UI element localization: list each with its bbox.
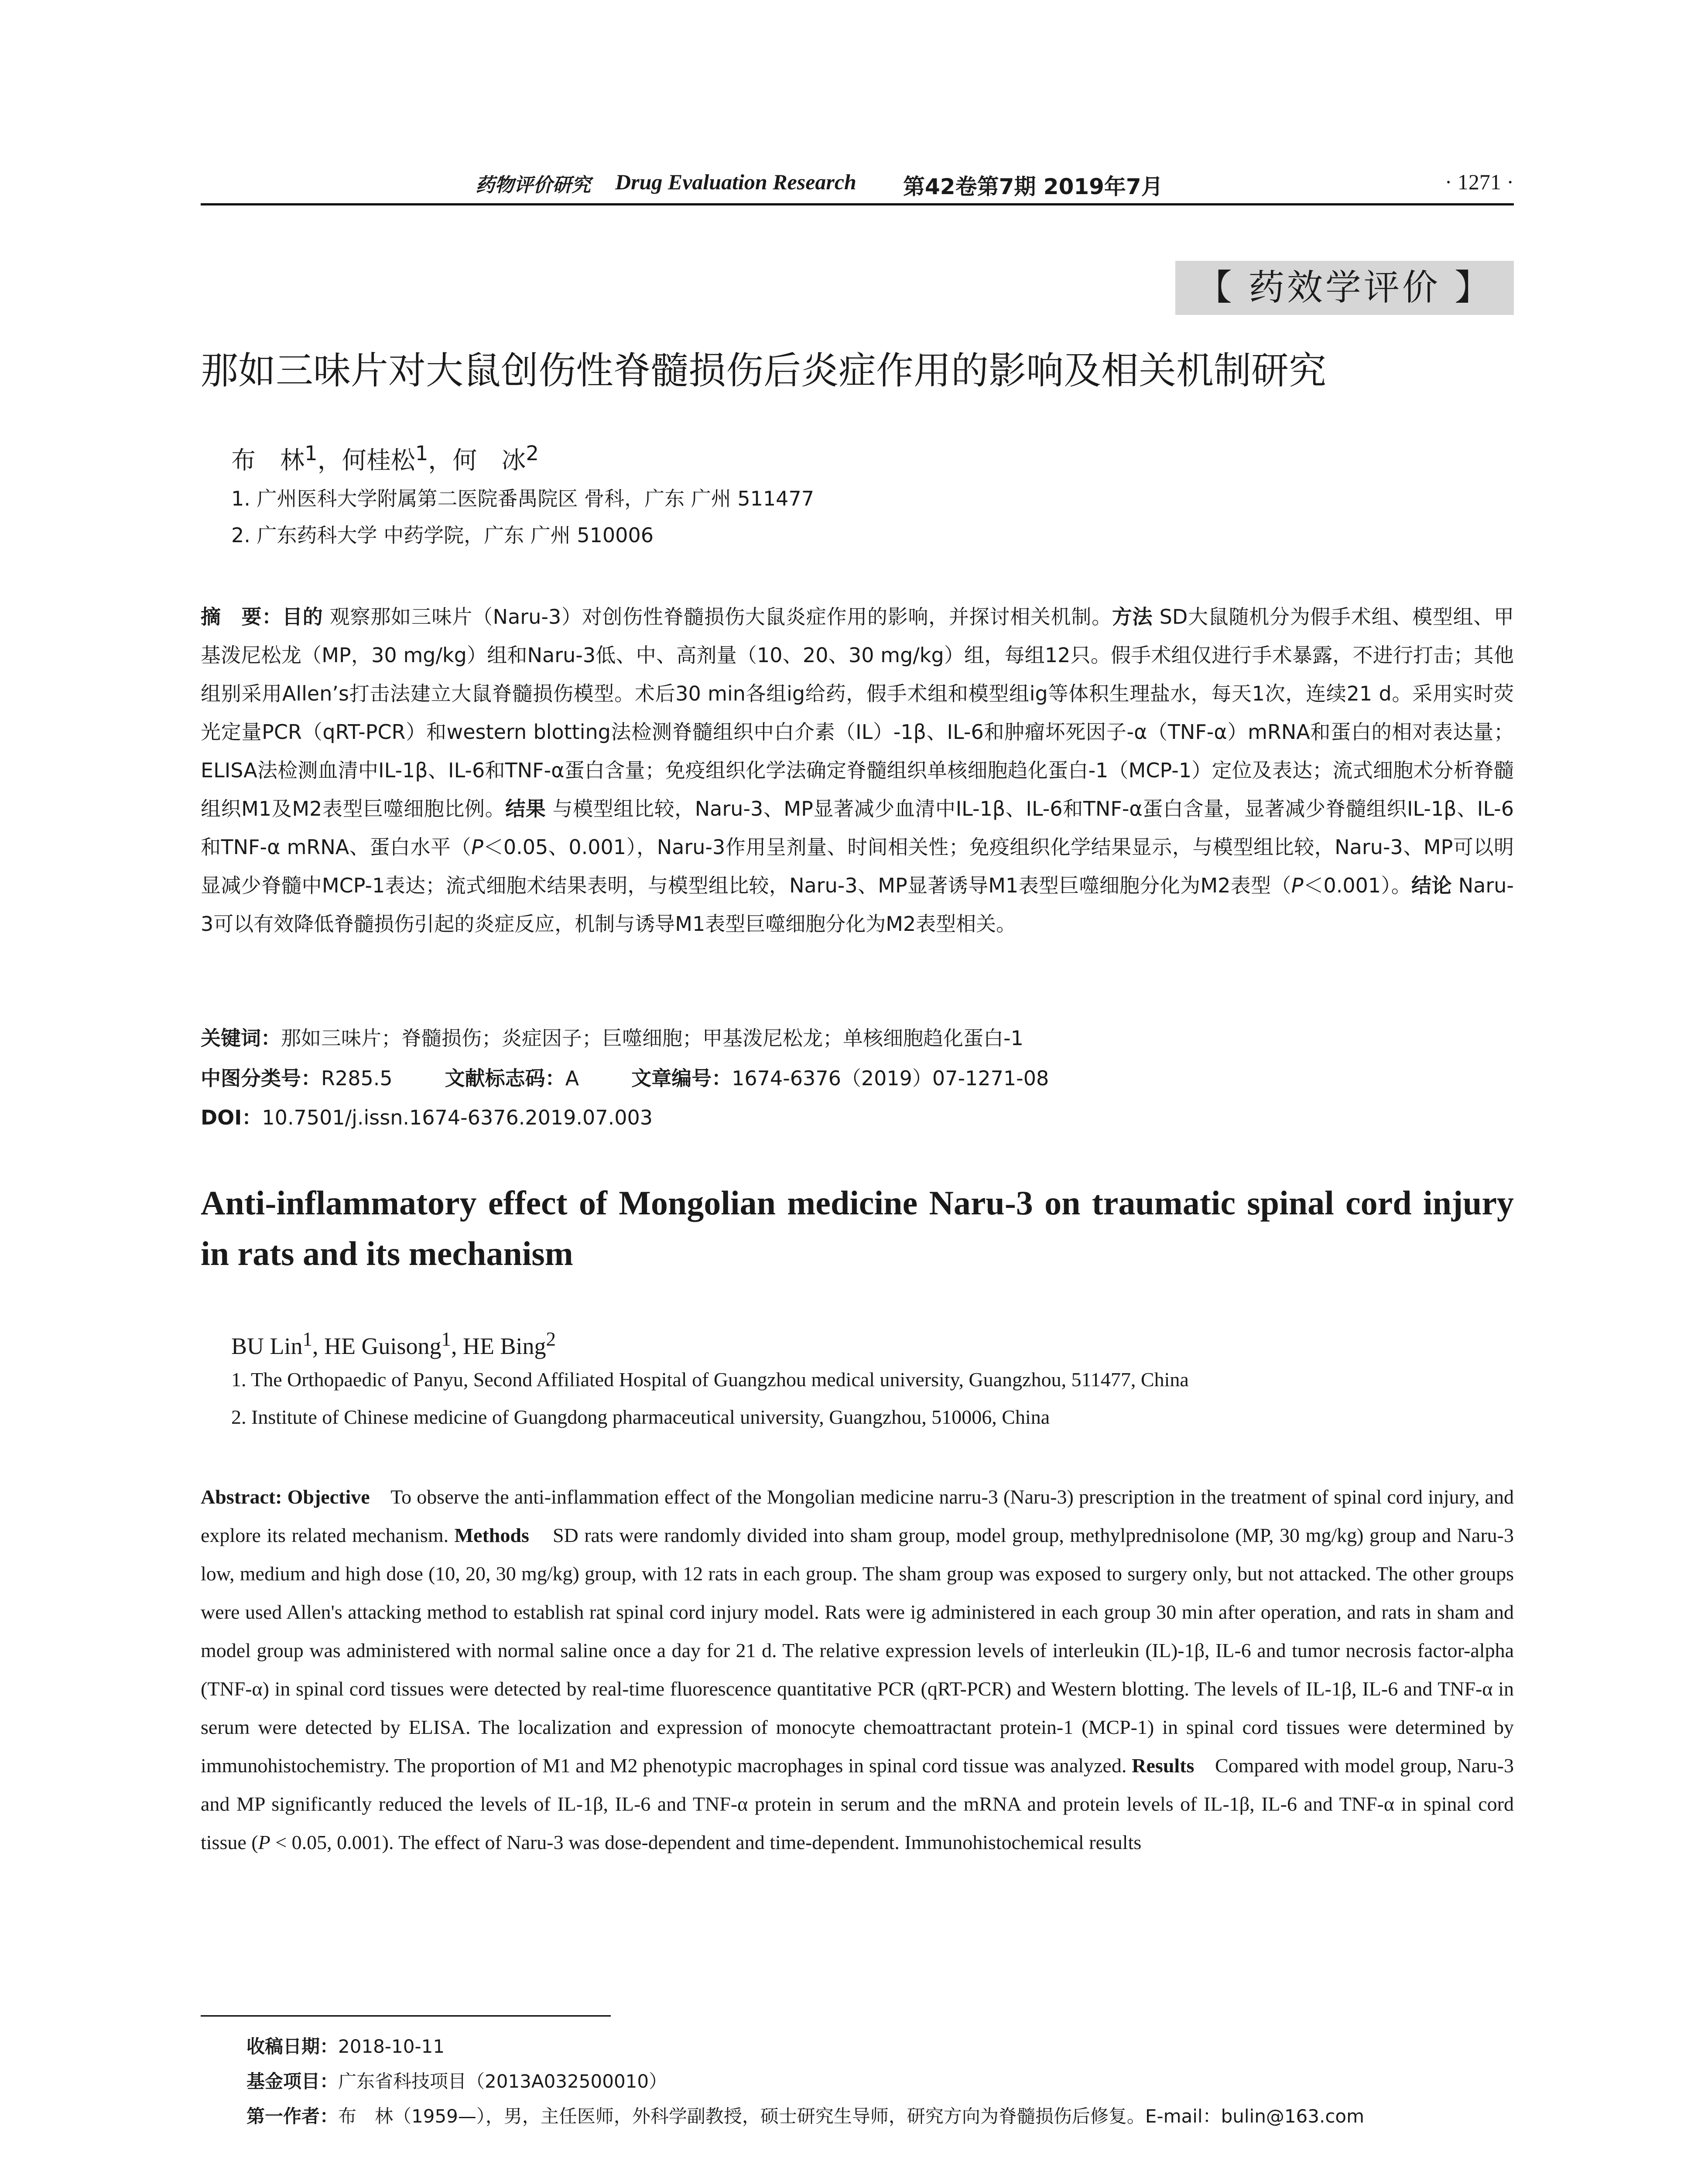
p-value-symbol: P — [258, 1831, 270, 1853]
objective-label: Objective — [287, 1486, 370, 1508]
author-separator: , — [312, 1333, 325, 1359]
methods-text: SD rats were randomly divided into sham group, model group, methylprednisolone (MP, 30 mg/kg) group and Naru-3 low, medium and high dose (10, 20, 30 mg/kg) group, with 12 rats in each group. The sham group was exposed to surgery only, but not attacked. The other groups were used Allen's attacking method to establish rat spinal cord injury model. Rats were ig administered in each group 30 min after operation, and rats in sham and model group was administered with normal saline once a day for 21 d. The relative expression levels of interleukin (IL)-1β, IL-6 and tumor necrosis factor-alpha (TNF-α) in spinal cord tissues were detected by real-time fluorescence quantitative PCR (qRT-PCR) and Western blotting. The levels of IL-1β, IL-6 and TNF-α in serum were detected by ELISA. The localization and expression of monocyte chemoattractant protein-1 (MCP-1) in spinal cord tissues were determined by immunohistochemistry. The proportion of M1 and M2 phenotypic macrophages in spinal cord tissue was analyzed. — [201, 1524, 1514, 1777]
methods-text: SD大鼠随机分为假手术组、模型组、甲基泼尼松龙（MP，30 mg/kg）组和Naru-3低、中、高剂量（10、20、30 mg/kg）组，每组12只。假手术组仅进行手术暴露，不进行打击；其他组别采用Allen’s打击法建立大鼠脊髓损伤模型。术后30 min各组ig给药，假手术组和模型组ig等体积生理盐水，每天1次，连续21 d。采用实时荧光定量PCR（qRT-PCR）和western blotting法检测脊髓组织中白介素（IL）-1β、IL-6和肿瘤坏死因子-α（TNF-α）mRNA和蛋白的相对表达量；ELISA法检测血清中IL-1β、IL-6和TNF-α蛋白含量；免疫组织化学法确定脊髓组织单核细胞趋化蛋白-1（MCP-1）定位及表达；流式细胞术分析脊髓组织M1及M2表型巨噬细胞比例。 — [201, 605, 1514, 820]
footnote-fund — [246, 2068, 667, 2096]
results-text: Compared with model group, Naru-3 and MP significantly reduced the levels of IL-1β, IL-6 and TNF-α protein in serum and the mRNA and protein levels of IL-1β, IL-6 and TNF-α in spinal cord tissue ( — [201, 1754, 1514, 1853]
affiliation-en: 2. Institute of Chinese medicine of Guangdong pharmaceutical university, Guangzhou, 510006, China — [231, 1406, 1050, 1428]
author-affiliation-mark: 2 — [546, 1328, 556, 1350]
footnote-first-author — [246, 2102, 1364, 2130]
keywords-line — [201, 1021, 1023, 1056]
results-text: < 0.05, 0.001). The effect of Naru-3 was dose-dependent and time-dependent. Immunohistochemical results — [270, 1831, 1142, 1853]
keywords-label: 关键词： — [201, 1026, 281, 1050]
first-author-label: 第一作者： — [246, 2106, 339, 2127]
author-name: BU Lin — [231, 1333, 303, 1359]
fund-label: 基金项目： — [246, 2071, 339, 2092]
p-value-symbol: P — [471, 835, 483, 859]
article-number-value: 1674-6376（2019）07-1271-08 — [732, 1067, 1049, 1090]
author-name: 何桂松 — [342, 446, 415, 475]
abstract-en — [201, 1478, 1514, 1862]
conclusion-text: Naru-3可以有效降低脊髓损伤引起的炎症反应，机制与诱导M1表型巨噬细胞分化为M2表型相关。 — [201, 874, 1514, 936]
footnote-received — [246, 2033, 445, 2061]
methods-label: Methods — [454, 1524, 529, 1546]
conclusion-label: 结论 — [1411, 874, 1452, 897]
objective-text: 观察那如三味片（Naru-3）对创伤性脊髓损伤大鼠炎症作用的影响，并探讨相关机制。 — [329, 605, 1112, 629]
journal-name: Drug Evaluation Research — [615, 170, 856, 194]
author-name: 何 冰 — [452, 446, 526, 475]
fund-value: 广东省科技项目（2013A032500010） — [338, 2071, 667, 2092]
keywords-value: 那如三味片；脊髓损伤；炎症因子；巨噬细胞；甲基泼尼松龙；单核细胞趋化蛋白-1 — [281, 1026, 1023, 1050]
document-code-value: A — [565, 1067, 579, 1090]
issue-info: 第42卷第7期 2019年7月 — [903, 174, 1163, 199]
received-value: 2018-10-11 — [338, 2036, 445, 2057]
author-affiliation-mark: 1 — [441, 1328, 452, 1350]
document-code-label: 文献标志码： — [445, 1067, 565, 1090]
author-separator: ， — [428, 446, 453, 475]
results-text: 与模型组比较，Naru-3、MP显著减少血清中IL-1β、IL-6和TNF-α蛋白含量，显著减少脊髓组织IL-1β、IL-6和TNF-α mRNA、蛋白水平（ — [201, 797, 1514, 859]
affiliation-en: 1. The Orthopaedic of Panyu, Second Affiliated Hospital of Guangzhou medical university, Guangzhou, 511477, China — [231, 1368, 1189, 1391]
footnote-rule — [201, 2015, 611, 2017]
running-header — [201, 166, 1514, 205]
abstract-label: Abstract: — [201, 1486, 282, 1508]
article-title-zh: 那如三味片对大鼠创伤性脊髓损伤后炎症作用的影响及相关机制研究 — [201, 349, 1326, 393]
doi-line — [201, 1100, 653, 1135]
first-author-value: 布 林（1959—），男，主任医师，外科学副教授，硕士研究生导师，研究方向为脊髓损伤后修复。E-mail：bulin@163.com — [338, 2106, 1365, 2127]
objective-text: To observe the anti-inflammation effect of the Mongolian medicine narru-3 (Naru-3) prescription in the treatment of spinal cord injury, and explore its related mechanism. — [201, 1486, 1514, 1546]
abstract-zh — [201, 598, 1514, 943]
authors-en — [231, 1322, 556, 1364]
results-text: ＜0.001）。 — [1303, 874, 1412, 897]
received-label: 收稿日期： — [246, 2036, 339, 2057]
results-text: ＜0.05、0.001），Naru-3作用呈剂量、时间相关性；免疫组织化学结果显示，与模型组比较，Naru-3、MP可以明显减少脊髓中MCP-1表达；流式细胞术结果表明，与模型组比较，Naru-3、MP显著诱导M1表型巨噬细胞分化为M2表型（ — [201, 835, 1514, 897]
page-number: · 1271 · — [1444, 170, 1514, 194]
author-name: HE Bing — [463, 1333, 546, 1359]
results-label: 结果 — [505, 797, 546, 820]
classification-line — [201, 1061, 1049, 1096]
author-affiliation-mark: 2 — [526, 442, 539, 465]
author-separator: , — [451, 1333, 463, 1359]
affiliation-zh: 2. 广东药科大学 中药学院，广东 广州 510006 — [231, 523, 654, 547]
doi-label: DOI： — [201, 1106, 262, 1129]
author-name: 布 林 — [231, 446, 305, 475]
clc-label: 中图分类号： — [201, 1067, 321, 1090]
journal-logo: 药物评价研究 — [476, 174, 591, 196]
doi-value[interactable]: 10.7501/j.issn.1674-6376.2019.07.003 — [262, 1106, 653, 1129]
author-affiliation-mark: 1 — [305, 442, 318, 465]
article-number-label: 文章编号： — [631, 1067, 732, 1090]
author-separator: ， — [317, 446, 342, 475]
p-value-symbol: P — [1291, 874, 1304, 897]
objective-label: 目的 — [282, 605, 323, 629]
section-tag: 【 药效学评价 】 — [1175, 261, 1514, 315]
abstract-label: 摘 要： — [201, 605, 282, 629]
clc-value: R285.5 — [321, 1067, 393, 1090]
affiliation-zh: 1. 广州医科大学附属第二医院番禺院区 骨科，广东 广州 511477 — [231, 487, 814, 510]
results-label: Results — [1132, 1754, 1195, 1777]
methods-label: 方法 — [1112, 605, 1153, 629]
author-affiliation-mark: 1 — [415, 442, 428, 465]
author-name: HE Guisong — [324, 1333, 442, 1359]
authors-zh — [231, 436, 539, 479]
article-title-en: Anti-inflammatory effect of Mongolian medicine Naru-3 on traumatic spinal cord injury in rats and its mechanism — [201, 1184, 1514, 1272]
author-affiliation-mark: 1 — [302, 1328, 313, 1350]
header-rule — [201, 203, 1514, 205]
